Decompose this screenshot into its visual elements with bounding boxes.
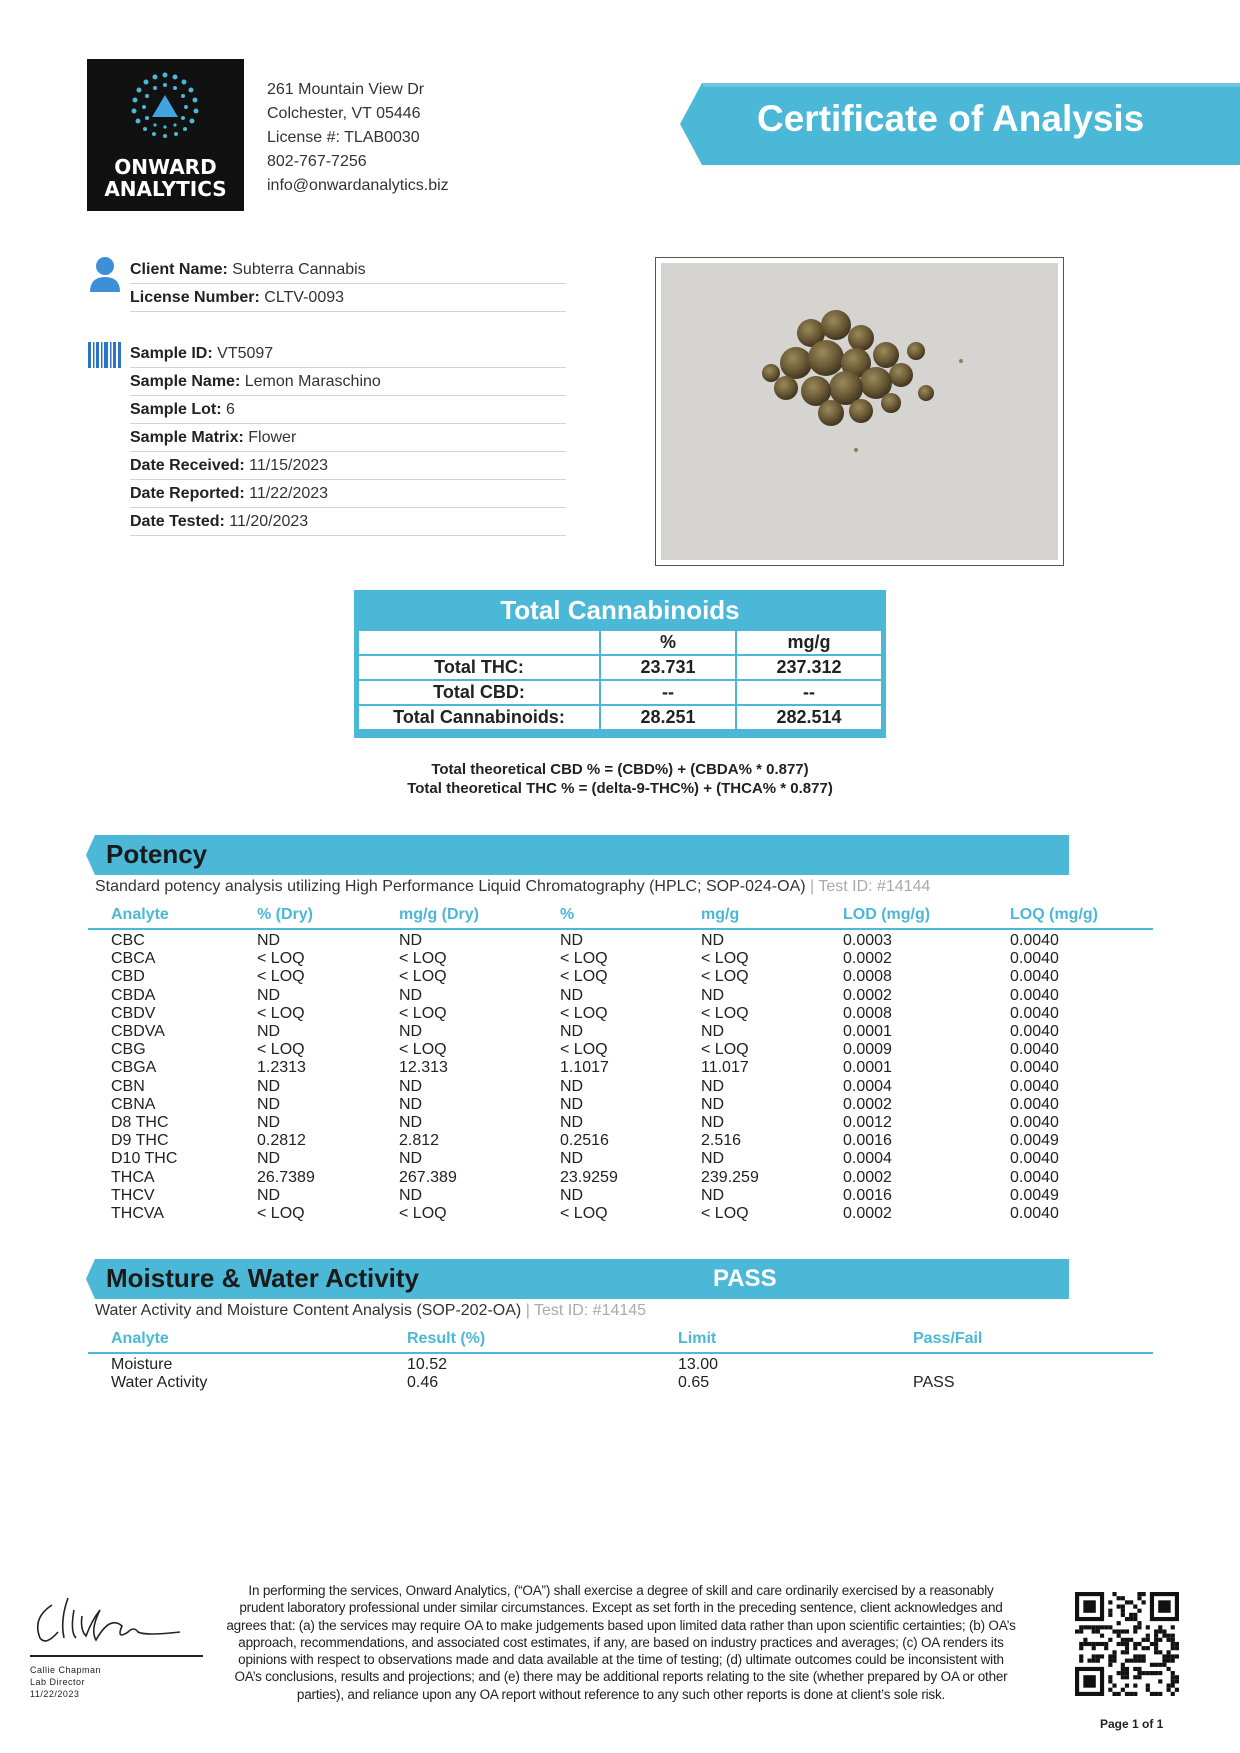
potency-method: Standard potency analysis utilizing High Performance Liquid Chromatography (HPLC; SOP-024-OA): [95, 878, 806, 895]
table-cell: ND: [701, 1095, 725, 1113]
analyte-name: D10 THC: [111, 1150, 178, 1168]
table-cell: 10.52: [407, 1356, 448, 1373]
sample-value: 11/22/2023: [249, 485, 329, 502]
table-cell: 1.1017: [560, 1059, 609, 1077]
table-cell: ND: [399, 1077, 423, 1095]
table-cell: 0.0008: [843, 968, 892, 986]
signer-title: Lab Director: [30, 1677, 86, 1687]
page-number: Page 1 of 1: [1100, 1717, 1164, 1731]
moisture-section-header: [86, 1259, 1069, 1299]
address-street: 261 Mountain View Dr: [267, 81, 425, 98]
client-name-label: Client Name:: [130, 261, 228, 278]
table-cell: < LOQ: [560, 1004, 608, 1022]
column-header: Pass/Fail: [913, 1330, 983, 1347]
total-cannabinoids-table: [354, 590, 886, 738]
sample-label: Date Received:: [130, 457, 245, 474]
pct-value: --: [600, 680, 736, 705]
client-name-value: Subterra Cannabis: [232, 261, 366, 278]
table-cell: < LOQ: [399, 1004, 447, 1022]
table-cell: ND: [257, 932, 281, 949]
mg-value: --: [736, 680, 882, 705]
license-number-value: CLTV-0093: [264, 289, 345, 306]
column-header: Analyte: [111, 906, 169, 923]
table-cell: 0.0040: [1010, 986, 1059, 1004]
analyte-name: Moisture: [111, 1356, 173, 1373]
table-cell: 0.0040: [1010, 1059, 1059, 1077]
table-cell: 0.0002: [843, 1168, 892, 1186]
barcode-icon: [88, 342, 122, 368]
table-row: [88, 1169, 1153, 1187]
table-row: [88, 1132, 1153, 1150]
table-cell: ND: [399, 932, 423, 949]
sample-label: Sample ID:: [130, 345, 213, 362]
table-row: [88, 1150, 1153, 1168]
table-cell: ND: [701, 1077, 725, 1095]
certificate-title: Certificate of Analysis: [757, 98, 1145, 139]
table-cell: < LOQ: [701, 1004, 749, 1022]
table-cell: 0.0004: [843, 1077, 892, 1095]
signer-name: Callie Chapman: [30, 1665, 102, 1675]
qr-code-icon[interactable]: [1075, 1592, 1179, 1696]
address-email: info@onwardanalytics.biz: [267, 177, 449, 194]
sample-value: 11/20/2023: [229, 513, 309, 530]
table-cell: < LOQ: [257, 1041, 305, 1059]
sample-photo: [655, 257, 1064, 566]
sample-label: Sample Matrix:: [130, 429, 244, 446]
table-cell: 0.0040: [1010, 932, 1059, 949]
table-cell: ND: [399, 1114, 423, 1131]
potency-test-id: | Test ID: #14144: [810, 878, 931, 895]
table-cell: < LOQ: [399, 1205, 447, 1222]
moisture-table-body: [88, 1356, 1153, 1396]
table-row: [88, 987, 1153, 1005]
moisture-description: [95, 1302, 646, 1320]
table-cell: ND: [257, 1114, 281, 1131]
table-cell: 0.0040: [1010, 1095, 1059, 1113]
table-cell: 0.0049: [1010, 1132, 1059, 1150]
moisture-status-badge: PASS: [713, 1265, 777, 1292]
table-row: [88, 1114, 1153, 1132]
sample-row: [130, 452, 566, 480]
table-cell: < LOQ: [701, 950, 749, 968]
table-cell: 0.2812: [257, 1132, 306, 1150]
table-cell: < LOQ: [701, 1041, 749, 1059]
table-cell: 0.0040: [1010, 1114, 1059, 1131]
table-cell: ND: [560, 1114, 584, 1131]
client-name-row: [130, 256, 566, 284]
table-cell: 239.259: [701, 1168, 759, 1186]
table-cell: < LOQ: [701, 1205, 749, 1222]
analyte-name: CBGA: [111, 1059, 157, 1077]
table-cell: 0.0009: [843, 1041, 892, 1059]
sample-label: Sample Lot:: [130, 401, 222, 418]
table-cell: ND: [701, 932, 725, 949]
pct-value: 23.731: [600, 655, 736, 680]
analyte-name: CBC: [111, 932, 145, 949]
table-row: [358, 680, 882, 705]
analyte-name: CBNA: [111, 1095, 156, 1113]
moisture-title: Moisture & Water Activity: [106, 1263, 420, 1293]
table-row: [88, 932, 1153, 950]
sample-row: [130, 340, 566, 368]
table-cell: ND: [560, 1095, 584, 1113]
table-cell: 267.389: [399, 1168, 457, 1186]
table-cell: ND: [560, 986, 584, 1004]
signer-block: [30, 1664, 101, 1700]
table-cell: 0.0040: [1010, 1168, 1059, 1186]
moisture-table-header: [88, 1328, 1153, 1354]
potency-title: Potency: [106, 839, 208, 869]
analyte-name: CBDVA: [111, 1023, 165, 1040]
table-cell: 0.0016: [843, 1186, 892, 1204]
logo-text-line1: ONWARD: [114, 155, 217, 179]
moisture-test-id: | Test ID: #14145: [525, 1302, 647, 1319]
analyte-name: CBD: [111, 968, 145, 986]
table-row: [88, 1023, 1153, 1041]
row-label: Total CBD:: [358, 680, 600, 705]
potency-section-header: [86, 835, 1069, 875]
table-cell: 0.0003: [843, 932, 892, 949]
analyte-name: THCVA: [111, 1205, 165, 1222]
table-cell: 0.0040: [1010, 1150, 1059, 1168]
thc-formula: Total theoretical THC % = (delta-9-THC%) + (THCA% * 0.877): [407, 780, 833, 797]
table-cell: 0.0002: [843, 1095, 892, 1113]
table-cell: PASS: [913, 1374, 955, 1392]
column-header: mg/g: [736, 630, 882, 655]
table-cell: ND: [560, 932, 584, 949]
table-cell: ND: [560, 1023, 584, 1040]
table-cell: 0.0016: [843, 1132, 892, 1150]
analyte-name: D8 THC: [111, 1114, 169, 1131]
logo-text-line2: ANALYTICS: [104, 177, 227, 201]
table-cell: ND: [701, 1114, 725, 1131]
column-header: %: [560, 906, 575, 923]
table-row: [88, 968, 1153, 986]
table-cell: ND: [701, 1150, 725, 1168]
table-cell: 0.65: [678, 1374, 710, 1392]
table-cell: 0.0004: [843, 1150, 892, 1168]
sample-label: Date Tested:: [130, 513, 225, 530]
table-cell: 0.0040: [1010, 1004, 1059, 1022]
row-label: Total Cannabinoids:: [358, 705, 600, 730]
analyte-name: CBN: [111, 1077, 145, 1095]
client-info: [130, 256, 566, 312]
signature-line: [30, 1655, 203, 1657]
signer-date: 11/22/2023: [30, 1689, 80, 1699]
table-cell: 0.0002: [843, 986, 892, 1004]
sample-value: 6: [226, 401, 235, 418]
table-cell: ND: [257, 1095, 281, 1113]
potency-table-header: [88, 904, 1153, 930]
sample-label: Date Reported:: [130, 485, 245, 502]
table-cell: ND: [257, 1150, 281, 1168]
table-cell: 0.0040: [1010, 1041, 1059, 1059]
row-label: Total THC:: [358, 655, 600, 680]
table-row: [358, 655, 882, 680]
table-row: [88, 1096, 1153, 1114]
column-header: Result (%): [407, 1330, 486, 1347]
table-cell: 0.0002: [843, 1205, 892, 1222]
table-cell: 2.516: [701, 1132, 742, 1150]
table-cell: 0.0001: [843, 1059, 892, 1077]
column-header: LOD (mg/g): [843, 906, 931, 923]
analyte-name: Water Activity: [111, 1374, 208, 1392]
table-cell: ND: [257, 986, 281, 1004]
sample-row: [130, 424, 566, 452]
table-cell: 0.0040: [1010, 1023, 1059, 1040]
table-row: [88, 1059, 1153, 1077]
table-cell: < LOQ: [257, 950, 305, 968]
total-cannabinoids-header-row: [358, 630, 882, 655]
analyte-name: CBCA: [111, 950, 156, 968]
table-cell: ND: [399, 986, 423, 1004]
table-cell: ND: [701, 986, 725, 1004]
analyte-name: CBG: [111, 1041, 146, 1059]
address-license: License #: TLAB0030: [267, 129, 420, 146]
table-cell: [358, 630, 600, 655]
table-cell: 0.0040: [1010, 1205, 1059, 1222]
mg-value: 237.312: [736, 655, 882, 680]
table-cell: 0.0040: [1010, 950, 1059, 968]
table-cell: 0.46: [407, 1374, 439, 1392]
sample-row: [130, 368, 566, 396]
table-row: [88, 1078, 1153, 1096]
table-cell: 26.7389: [257, 1168, 315, 1186]
table-cell: < LOQ: [399, 968, 447, 986]
table-cell: < LOQ: [560, 1205, 608, 1222]
table-cell: ND: [560, 1150, 584, 1168]
column-header: mg/g: [701, 906, 740, 923]
table-cell: ND: [399, 1095, 423, 1113]
table-cell: ND: [257, 1186, 281, 1204]
table-cell: < LOQ: [257, 1004, 305, 1022]
sample-row: [130, 480, 566, 508]
moisture-method: Water Activity and Moisture Content Analysis (SOP-202-OA): [95, 1302, 522, 1319]
lab-address: [267, 78, 449, 198]
company-logo: [87, 59, 244, 211]
pct-value: 28.251: [600, 705, 736, 730]
table-cell: < LOQ: [399, 1041, 447, 1059]
column-header: Analyte: [111, 1330, 169, 1347]
analyte-name: CBDA: [111, 986, 156, 1004]
table-row: [358, 705, 882, 730]
table-cell: 12.313: [399, 1059, 448, 1077]
table-row: [88, 1356, 1153, 1374]
analyte-name: CBDV: [111, 1004, 156, 1022]
column-header: mg/g (Dry): [399, 906, 479, 923]
person-icon: [88, 256, 122, 292]
sample-row: [130, 508, 566, 536]
table-cell: ND: [257, 1077, 281, 1095]
table-cell: 0.2516: [560, 1132, 609, 1150]
table-row: [88, 1187, 1153, 1205]
license-number-label: License Number:: [130, 289, 260, 306]
license-number-row: [130, 284, 566, 312]
cbd-formula: Total theoretical CBD % = (CBD%) + (CBDA% * 0.877): [431, 761, 809, 778]
table-cell: 13.00: [678, 1356, 719, 1373]
disclaimer-text: In performing the services, Onward Analytics, (“OA”) shall exercise a degree of skill and care ordinarily exercised by a reasonably prudent laboratory professional under similar circumstances. Except as set forth in the preceding sentence, client acknowledges and agrees that: (a) the services may require OA to make judgements based upon limited data rather than upon scientific certainties; (b) OA’s approach, recommendations, and associated cost estimates, if any, are based on industry practices and averages; (c) OA renders its opinions with respect to observations made and data available at the time of testing; (d) ultimate outcomes could be inconsistent with OA’s conclusions, results and projections; and (e) there may be additional reports relating to the site (whether prepared by OA or other parties), and reliance upon any OA report without reference to any such other reports is done at client’s sole risk.: [226, 1583, 1016, 1702]
table-cell: < LOQ: [560, 950, 608, 968]
column-header: %: [600, 630, 736, 655]
table-cell: < LOQ: [257, 968, 305, 986]
column-header: Limit: [678, 1330, 717, 1347]
table-cell: 2.812: [399, 1132, 440, 1150]
table-cell: 0.0049: [1010, 1186, 1059, 1204]
sample-info: [130, 340, 566, 536]
potency-table-body: [88, 932, 1153, 1224]
analyte-name: D9 THC: [111, 1132, 169, 1150]
mg-value: 282.514: [736, 705, 882, 730]
table-cell: 1.2313: [257, 1059, 306, 1077]
certificate-banner: [680, 83, 1240, 165]
table-row: [88, 1374, 1153, 1392]
table-cell: ND: [257, 1023, 281, 1040]
sample-value: VT5097: [217, 345, 274, 362]
table-row: [88, 1205, 1153, 1223]
sample-value: 11/15/2023: [249, 457, 329, 474]
potency-description: [95, 878, 930, 896]
table-cell: < LOQ: [399, 950, 447, 968]
cannabis-flower-image: [661, 263, 1058, 560]
table-cell: ND: [399, 1186, 423, 1204]
table-cell: 0.0002: [843, 950, 892, 968]
sample-row: [130, 396, 566, 424]
table-cell: ND: [399, 1150, 423, 1168]
table-cell: ND: [701, 1023, 725, 1040]
address-phone: 802-767-7256: [267, 153, 367, 170]
analyte-name: THCA: [111, 1168, 155, 1186]
table-row: [88, 950, 1153, 968]
table-cell: 0.0012: [843, 1114, 892, 1131]
total-cannabinoids-title: Total Cannabinoids: [500, 595, 740, 625]
table-cell: ND: [560, 1077, 584, 1095]
table-cell: ND: [560, 1186, 584, 1204]
table-cell: < LOQ: [257, 1205, 305, 1222]
sample-value: Lemon Maraschino: [244, 373, 381, 390]
table-cell: 0.0040: [1010, 968, 1059, 986]
table-cell: 0.0008: [843, 1004, 892, 1022]
table-cell: ND: [399, 1023, 423, 1040]
table-cell: ND: [701, 1186, 725, 1204]
signature-image: [30, 1580, 190, 1655]
table-cell: < LOQ: [701, 968, 749, 986]
table-cell: 0.0001: [843, 1023, 892, 1040]
analyte-name: THCV: [111, 1186, 155, 1204]
logo-mark-icon: [125, 69, 205, 149]
address-city: Colchester, VT 05446: [267, 105, 421, 122]
sample-label: Sample Name:: [130, 373, 241, 390]
table-cell: < LOQ: [560, 968, 608, 986]
sample-value: Flower: [248, 429, 297, 446]
table-cell: 11.017: [701, 1059, 749, 1077]
table-row: [88, 1005, 1153, 1023]
table-cell: < LOQ: [560, 1041, 608, 1059]
column-header: % (Dry): [257, 906, 314, 923]
table-cell: 23.9259: [560, 1168, 618, 1186]
table-cell: 0.0040: [1010, 1077, 1059, 1095]
column-header: LOQ (mg/g): [1010, 906, 1098, 923]
table-row: [88, 1041, 1153, 1059]
